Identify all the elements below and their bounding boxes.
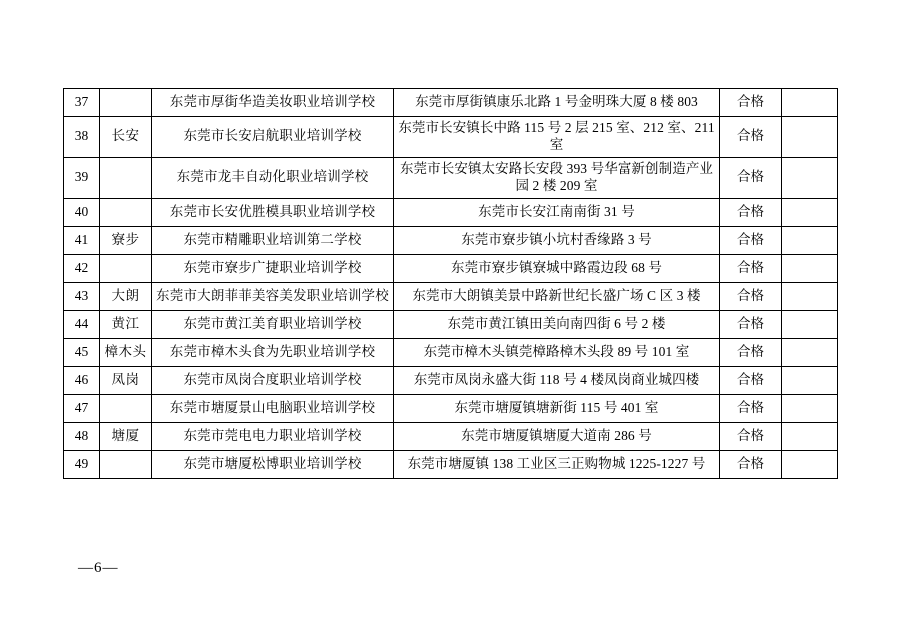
cell-institution-name: 东莞市龙丰自动化职业培训学校 — [152, 157, 394, 198]
table-row — [64, 366, 838, 394]
cell-evaluation-result: 合格 — [720, 338, 782, 366]
cell-town: 大朗 — [100, 282, 152, 310]
table-row — [64, 117, 838, 158]
cell-institution-address: 东莞市凤岗永盛大街 118 号 4 楼凤岗商业城四楼 — [394, 366, 720, 394]
registry-table-body — [64, 89, 838, 479]
cell-remark — [782, 89, 838, 117]
cell-town — [100, 198, 152, 226]
table-row — [64, 254, 838, 282]
cell-remark — [782, 422, 838, 450]
cell-institution-address: 东莞市塘厦镇 138 工业区三正购物城 1225-1227 号 — [394, 450, 720, 478]
cell-town: 寮步 — [100, 226, 152, 254]
cell-institution-name: 东莞市塘厦景山电脑职业培训学校 — [152, 394, 394, 422]
cell-institution-name: 东莞市大朗菲菲美容美发职业培训学校 — [152, 282, 394, 310]
table-row — [64, 157, 838, 198]
cell-remark — [782, 254, 838, 282]
cell-evaluation-result: 合格 — [720, 117, 782, 158]
cell-town: 凤岗 — [100, 366, 152, 394]
cell-serial-number: 37 — [64, 89, 100, 117]
cell-serial-number: 42 — [64, 254, 100, 282]
cell-remark — [782, 338, 838, 366]
cell-institution-address: 东莞市厚街镇康乐北路 1 号金明珠大厦 8 楼 803 — [394, 89, 720, 117]
cell-remark — [782, 282, 838, 310]
cell-serial-number: 49 — [64, 450, 100, 478]
cell-remark — [782, 366, 838, 394]
cell-institution-name: 东莞市凤岗合度职业培训学校 — [152, 366, 394, 394]
registry-table — [63, 88, 838, 479]
cell-evaluation-result: 合格 — [720, 450, 782, 478]
table-row — [64, 282, 838, 310]
table-row — [64, 89, 838, 117]
table-row — [64, 394, 838, 422]
cell-town: 樟木头 — [100, 338, 152, 366]
cell-institution-name: 东莞市莞电电力职业培训学校 — [152, 422, 394, 450]
table-row — [64, 422, 838, 450]
cell-town — [100, 394, 152, 422]
cell-evaluation-result: 合格 — [720, 422, 782, 450]
cell-institution-name: 东莞市樟木头食为先职业培训学校 — [152, 338, 394, 366]
cell-serial-number: 47 — [64, 394, 100, 422]
cell-serial-number: 48 — [64, 422, 100, 450]
cell-institution-address: 东莞市长安镇长中路 115 号 2 层 215 室、212 室、211 室 — [394, 117, 720, 158]
cell-remark — [782, 198, 838, 226]
page-number: —6— — [78, 560, 119, 576]
cell-institution-address: 东莞市塘厦镇塘新街 115 号 401 室 — [394, 394, 720, 422]
registry-table-container — [63, 88, 837, 479]
cell-evaluation-result: 合格 — [720, 226, 782, 254]
table-row — [64, 226, 838, 254]
cell-institution-address: 东莞市寮步镇寮城中路霞边段 68 号 — [394, 254, 720, 282]
cell-institution-address: 东莞市樟木头镇莞樟路樟木头段 89 号 101 室 — [394, 338, 720, 366]
cell-serial-number: 46 — [64, 366, 100, 394]
cell-remark — [782, 157, 838, 198]
cell-institution-address: 东莞市黄江镇田美向南四街 6 号 2 楼 — [394, 310, 720, 338]
cell-institution-name: 东莞市精雕职业培训第二学校 — [152, 226, 394, 254]
cell-remark — [782, 310, 838, 338]
cell-evaluation-result: 合格 — [720, 157, 782, 198]
cell-institution-address: 东莞市塘厦镇塘厦大道南 286 号 — [394, 422, 720, 450]
cell-institution-name: 东莞市厚街华造美妆职业培训学校 — [152, 89, 394, 117]
cell-serial-number: 44 — [64, 310, 100, 338]
cell-evaluation-result: 合格 — [720, 282, 782, 310]
table-row — [64, 310, 838, 338]
cell-town — [100, 450, 152, 478]
cell-institution-name: 东莞市黄江美育职业培训学校 — [152, 310, 394, 338]
cell-institution-address: 东莞市寮步镇小坑村香缘路 3 号 — [394, 226, 720, 254]
cell-institution-name: 东莞市塘厦松博职业培训学校 — [152, 450, 394, 478]
cell-town: 黄江 — [100, 310, 152, 338]
cell-remark — [782, 450, 838, 478]
cell-evaluation-result: 合格 — [720, 310, 782, 338]
cell-town — [100, 254, 152, 282]
cell-institution-name: 东莞市长安优胜模具职业培训学校 — [152, 198, 394, 226]
cell-town: 长安 — [100, 117, 152, 158]
cell-evaluation-result: 合格 — [720, 394, 782, 422]
cell-evaluation-result: 合格 — [720, 366, 782, 394]
cell-serial-number: 45 — [64, 338, 100, 366]
cell-town — [100, 89, 152, 117]
table-row — [64, 198, 838, 226]
cell-remark — [782, 117, 838, 158]
cell-serial-number: 38 — [64, 117, 100, 158]
cell-serial-number: 39 — [64, 157, 100, 198]
cell-institution-address: 东莞市长安江南南街 31 号 — [394, 198, 720, 226]
cell-institution-address: 东莞市长安镇太安路长安段 393 号华富新创制造产业园 2 楼 209 室 — [394, 157, 720, 198]
cell-town — [100, 157, 152, 198]
cell-remark — [782, 394, 838, 422]
cell-institution-name: 东莞市长安启航职业培训学校 — [152, 117, 394, 158]
cell-serial-number: 41 — [64, 226, 100, 254]
cell-serial-number: 43 — [64, 282, 100, 310]
table-row — [64, 338, 838, 366]
cell-institution-name: 东莞市寮步广捷职业培训学校 — [152, 254, 394, 282]
cell-institution-address: 东莞市大朗镇美景中路新世纪长盛广场 C 区 3 楼 — [394, 282, 720, 310]
cell-serial-number: 40 — [64, 198, 100, 226]
table-row — [64, 450, 838, 478]
cell-evaluation-result: 合格 — [720, 198, 782, 226]
cell-town: 塘厦 — [100, 422, 152, 450]
cell-evaluation-result: 合格 — [720, 254, 782, 282]
cell-evaluation-result: 合格 — [720, 89, 782, 117]
cell-remark — [782, 226, 838, 254]
